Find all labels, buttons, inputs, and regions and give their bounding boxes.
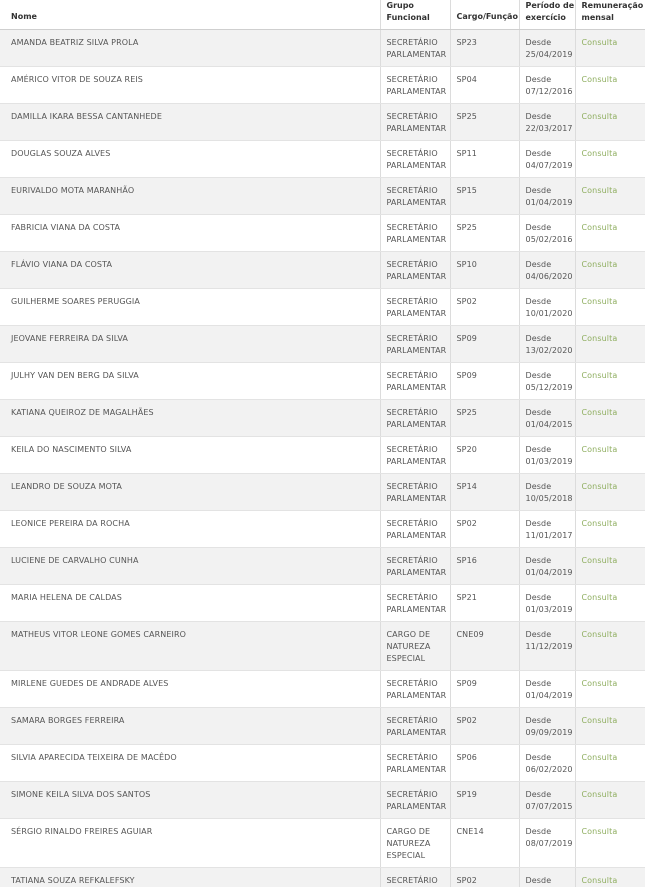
grupo-line: PARLAMENTAR	[386, 420, 447, 429]
periodo-line: Desde	[525, 186, 552, 195]
consulta-link[interactable]: Consulta	[581, 679, 618, 688]
cell-periodo	[519, 708, 575, 745]
table-row	[0, 141, 645, 178]
cell-periodo	[519, 326, 575, 363]
periodo-line: Desde	[525, 556, 552, 565]
periodo-line: Desde	[525, 371, 552, 380]
cell-grupo	[380, 141, 450, 178]
cell-remuneracao	[575, 585, 645, 622]
cell-remuneracao	[575, 141, 645, 178]
consulta-link[interactable]: Consulta	[581, 112, 618, 121]
table-row	[0, 511, 645, 548]
cell-grupo	[380, 671, 450, 708]
cell-periodo	[519, 548, 575, 585]
grupo-line: PARLAMENTAR	[386, 50, 447, 59]
cell-grupo	[380, 400, 450, 437]
periodo-line: 09/09/2019	[525, 728, 573, 737]
cell-nome: MATHEUS VITOR LEONE GOMES CARNEIRO	[0, 622, 380, 671]
cell-nome: DOUGLAS SOUZA ALVES	[0, 141, 380, 178]
cell-cargo: SP09	[450, 671, 519, 708]
consulta-link[interactable]: Consulta	[581, 716, 618, 725]
periodo-line: 01/04/2019	[525, 198, 573, 207]
cell-periodo	[519, 437, 575, 474]
cell-nome: FLÁVIO VIANA DA COSTA	[0, 252, 380, 289]
periodo-line: 05/12/2019	[525, 383, 573, 392]
grupo-line: SECRETÁRIO	[386, 556, 438, 565]
consulta-link[interactable]: Consulta	[581, 38, 618, 47]
cell-grupo	[380, 585, 450, 622]
cell-cargo: SP02	[450, 708, 519, 745]
periodo-line: 10/01/2020	[525, 309, 573, 318]
grupo-line: PARLAMENTAR	[386, 124, 447, 133]
cell-cargo: SP14	[450, 474, 519, 511]
cell-periodo	[519, 363, 575, 400]
table-header	[0, 0, 645, 30]
periodo-line: Desde	[525, 482, 552, 491]
cell-remuneracao	[575, 511, 645, 548]
periodo-line: 04/07/2019	[525, 161, 573, 170]
periodo-line: 01/04/2019	[525, 568, 573, 577]
cell-nome: EURIVALDO MOTA MARANHÃO	[0, 178, 380, 215]
grupo-line: PARLAMENTAR	[386, 272, 447, 281]
header-periodo-line: exercício	[525, 13, 566, 22]
header-grupo-line: Funcional	[386, 13, 430, 22]
cell-grupo	[380, 363, 450, 400]
grupo-line: PARLAMENTAR	[386, 383, 447, 392]
periodo-line: Desde	[525, 827, 552, 836]
header-grupo	[380, 0, 450, 30]
cell-remuneracao	[575, 745, 645, 782]
table-row	[0, 782, 645, 819]
table-row	[0, 104, 645, 141]
cell-periodo	[519, 141, 575, 178]
consulta-link[interactable]: Consulta	[581, 334, 618, 343]
cell-remuneracao	[575, 104, 645, 141]
header-nome: Nome	[0, 0, 380, 30]
periodo-line: Desde	[525, 408, 552, 417]
consulta-link[interactable]: Consulta	[581, 630, 618, 639]
grupo-line: SECRETÁRIO	[386, 223, 438, 232]
table-row	[0, 252, 645, 289]
cell-remuneracao	[575, 215, 645, 252]
grupo-line: SECRETÁRIO	[386, 297, 438, 306]
cell-grupo	[380, 708, 450, 745]
consulta-link[interactable]: Consulta	[581, 790, 618, 799]
grupo-line: NATUREZA	[386, 642, 431, 651]
cell-grupo	[380, 67, 450, 104]
table-row	[0, 289, 645, 326]
periodo-line: Desde	[525, 334, 552, 343]
cell-remuneracao	[575, 400, 645, 437]
consulta-link[interactable]: Consulta	[581, 149, 618, 158]
grupo-line: PARLAMENTAR	[386, 161, 447, 170]
consulta-link[interactable]: Consulta	[581, 827, 618, 836]
cell-cargo: SP15	[450, 178, 519, 215]
periodo-line: Desde	[525, 445, 552, 454]
table-row	[0, 671, 645, 708]
cell-grupo	[380, 474, 450, 511]
consulta-link[interactable]: Consulta	[581, 297, 618, 306]
table-row	[0, 622, 645, 671]
cell-remuneracao	[575, 178, 645, 215]
periodo-line: Desde	[525, 149, 552, 158]
cell-remuneracao	[575, 782, 645, 819]
grupo-line: PARLAMENTAR	[386, 457, 447, 466]
cell-nome: LEANDRO DE SOUZA MOTA	[0, 474, 380, 511]
cell-periodo	[519, 178, 575, 215]
cell-cargo: SP02	[450, 511, 519, 548]
cell-remuneracao	[575, 252, 645, 289]
cell-remuneracao	[575, 474, 645, 511]
cell-cargo: SP23	[450, 30, 519, 67]
table-row	[0, 474, 645, 511]
periodo-line: Desde	[525, 223, 552, 232]
cell-periodo	[519, 104, 575, 141]
grupo-line: NATUREZA	[386, 839, 431, 848]
cell-cargo: SP06	[450, 745, 519, 782]
cell-nome: KATIANA QUEIROZ DE MAGALHÃES	[0, 400, 380, 437]
grupo-line: SECRETÁRIO	[386, 186, 438, 195]
cell-remuneracao	[575, 819, 645, 868]
grupo-line: SECRETÁRIO	[386, 716, 438, 725]
table-row	[0, 30, 645, 67]
cell-cargo: SP16	[450, 548, 519, 585]
cell-periodo	[519, 819, 575, 868]
cell-periodo	[519, 511, 575, 548]
periodo-line: 01/04/2019	[525, 691, 573, 700]
grupo-line: PARLAMENTAR	[386, 494, 447, 503]
grupo-line: SECRETÁRIO	[386, 519, 438, 528]
cell-grupo	[380, 511, 450, 548]
cell-periodo	[519, 474, 575, 511]
cell-grupo	[380, 30, 450, 67]
consulta-link[interactable]: Consulta	[581, 75, 618, 84]
consulta-link[interactable]: Consulta	[581, 260, 618, 269]
grupo-line: SECRETÁRIO	[386, 334, 438, 343]
cell-grupo	[380, 215, 450, 252]
periodo-line: 04/06/2020	[525, 272, 573, 281]
grupo-line: SECRETÁRIO	[386, 75, 438, 84]
table-row	[0, 178, 645, 215]
periodo-line: 25/04/2019	[525, 50, 573, 59]
periodo-line: 01/04/2015	[525, 420, 573, 429]
cell-grupo	[380, 289, 450, 326]
grupo-line: SECRETÁRIO	[386, 260, 438, 269]
periodo-line: 05/02/2016	[525, 235, 573, 244]
periodo-line: Desde	[525, 75, 552, 84]
cell-remuneracao	[575, 363, 645, 400]
grupo-line: CARGO DE	[386, 827, 431, 836]
grupo-line: PARLAMENTAR	[386, 691, 447, 700]
grupo-line: ESPECIAL	[386, 654, 426, 663]
grupo-line: SECRETÁRIO	[386, 679, 438, 688]
header-periodo-line: Período de	[525, 1, 575, 10]
cell-nome: DAMILLA IKARA BESSA CANTANHEDE	[0, 104, 380, 141]
grupo-line: SECRETÁRIO	[386, 876, 438, 885]
table-row	[0, 326, 645, 363]
grupo-line: ESPECIAL	[386, 851, 426, 860]
grupo-line: PARLAMENTAR	[386, 198, 447, 207]
cell-remuneracao	[575, 67, 645, 104]
cell-remuneracao	[575, 708, 645, 745]
periodo-line: Desde	[525, 112, 552, 121]
grupo-line: PARLAMENTAR	[386, 802, 447, 811]
cell-remuneracao	[575, 30, 645, 67]
cell-nome: LUCIENE DE CARVALHO CUNHA	[0, 548, 380, 585]
cell-nome: MIRLENE GUEDES DE ANDRADE ALVES	[0, 671, 380, 708]
cell-cargo: SP25	[450, 400, 519, 437]
header-remuneracao-line: Remuneração	[581, 1, 644, 10]
periodo-line: 11/01/2017	[525, 531, 573, 540]
cell-grupo	[380, 782, 450, 819]
grupo-line: PARLAMENTAR	[386, 568, 447, 577]
consulta-link[interactable]: Consulta	[581, 593, 618, 602]
cell-remuneracao	[575, 622, 645, 671]
cell-remuneracao	[575, 548, 645, 585]
grupo-line: SECRETÁRIO	[386, 38, 438, 47]
cell-cargo: CNE09	[450, 622, 519, 671]
cell-grupo	[380, 326, 450, 363]
cell-cargo: SP09	[450, 326, 519, 363]
cell-nome: JEOVANE FERREIRA DA SILVA	[0, 326, 380, 363]
periodo-line: Desde	[525, 593, 552, 602]
consulta-link[interactable]: Consulta	[581, 556, 618, 565]
header-remuneracao	[575, 0, 645, 30]
periodo-line: Desde	[525, 297, 552, 306]
cell-remuneracao	[575, 868, 645, 888]
table-row	[0, 868, 645, 888]
cell-grupo	[380, 622, 450, 671]
cell-nome: KEILA DO NASCIMENTO SILVA	[0, 437, 380, 474]
cell-grupo	[380, 252, 450, 289]
cell-grupo	[380, 819, 450, 868]
cell-periodo	[519, 782, 575, 819]
consulta-link[interactable]: Consulta	[581, 482, 618, 491]
grupo-line: SECRETÁRIO	[386, 445, 438, 454]
cell-cargo: SP09	[450, 363, 519, 400]
periodo-line: Desde	[525, 630, 552, 639]
periodo-line: 01/03/2019	[525, 457, 573, 466]
cell-grupo	[380, 178, 450, 215]
grupo-line: CARGO DE	[386, 630, 431, 639]
cell-nome: SAMARA BORGES FERREIRA	[0, 708, 380, 745]
grupo-line: PARLAMENTAR	[386, 765, 447, 774]
consulta-link[interactable]: Consulta	[581, 876, 618, 885]
grupo-line: PARLAMENTAR	[386, 605, 447, 614]
cell-cargo: SP11	[450, 141, 519, 178]
cell-grupo	[380, 437, 450, 474]
grupo-line: PARLAMENTAR	[386, 235, 447, 244]
cell-nome: GUILHERME SOARES PERUGGIA	[0, 289, 380, 326]
table-row	[0, 67, 645, 104]
consulta-link[interactable]: Consulta	[581, 371, 618, 380]
cell-nome: FABRICIA VIANA DA COSTA	[0, 215, 380, 252]
cell-nome: SILVIA APARECIDA TEIXEIRA DE MACÊDO	[0, 745, 380, 782]
cell-remuneracao	[575, 326, 645, 363]
periodo-line: 13/02/2020	[525, 346, 573, 355]
cell-remuneracao	[575, 437, 645, 474]
periodo-line: 10/05/2018	[525, 494, 573, 503]
cell-nome: TATIANA SOUZA REFKALEFSKY	[0, 868, 380, 888]
periodo-line: Desde	[525, 753, 552, 762]
grupo-line: PARLAMENTAR	[386, 531, 447, 540]
cell-cargo: SP02	[450, 289, 519, 326]
consulta-link[interactable]: Consulta	[581, 445, 618, 454]
periodo-line: Desde	[525, 679, 552, 688]
cell-periodo	[519, 868, 575, 888]
cell-cargo: SP04	[450, 67, 519, 104]
cell-remuneracao	[575, 289, 645, 326]
cell-periodo	[519, 67, 575, 104]
cell-cargo: SP21	[450, 585, 519, 622]
cell-grupo	[380, 548, 450, 585]
table-row	[0, 548, 645, 585]
header-cargo: Cargo/Função	[450, 0, 519, 30]
header-remuneracao-line: mensal	[581, 13, 614, 22]
periodo-line: 07/12/2016	[525, 87, 573, 96]
periodo-line: 06/02/2020	[525, 765, 573, 774]
cell-grupo	[380, 745, 450, 782]
periodo-line: 22/03/2017	[525, 124, 573, 133]
cell-periodo	[519, 622, 575, 671]
grupo-line: SECRETÁRIO	[386, 593, 438, 602]
grupo-line: SECRETÁRIO	[386, 790, 438, 799]
table-row	[0, 400, 645, 437]
cell-periodo	[519, 671, 575, 708]
cell-cargo: SP20	[450, 437, 519, 474]
cell-grupo	[380, 868, 450, 888]
cell-nome: AMÉRICO VITOR DE SOUZA REIS	[0, 67, 380, 104]
table-row	[0, 819, 645, 868]
cell-periodo	[519, 215, 575, 252]
grupo-line: SECRETÁRIO	[386, 371, 438, 380]
periodo-line: Desde	[525, 38, 552, 47]
cell-periodo	[519, 400, 575, 437]
cell-nome: MARIA HELENA DE CALDAS	[0, 585, 380, 622]
periodo-line: Desde	[525, 790, 552, 799]
grupo-line: PARLAMENTAR	[386, 309, 447, 318]
table-row	[0, 363, 645, 400]
cell-remuneracao	[575, 671, 645, 708]
table-body	[0, 30, 645, 888]
header-periodo	[519, 0, 575, 30]
periodo-line: 11/12/2019	[525, 642, 573, 651]
periodo-line: Desde	[525, 260, 552, 269]
header-grupo-line: Grupo	[386, 1, 414, 10]
grupo-line: SECRETÁRIO	[386, 149, 438, 158]
grupo-line: SECRETÁRIO	[386, 112, 438, 121]
table-row	[0, 437, 645, 474]
cell-nome: SÉRGIO RINALDO FREIRES AGUIAR	[0, 819, 380, 868]
periodo-line: Desde	[525, 876, 552, 885]
cell-periodo	[519, 585, 575, 622]
periodo-line: Desde	[525, 716, 552, 725]
cell-periodo	[519, 30, 575, 67]
cell-nome: AMANDA BEATRIZ SILVA PROLA	[0, 30, 380, 67]
consulta-link[interactable]: Consulta	[581, 519, 618, 528]
consulta-link[interactable]: Consulta	[581, 753, 618, 762]
periodo-line: 08/07/2019	[525, 839, 573, 848]
grupo-line: SECRETÁRIO	[386, 753, 438, 762]
cell-periodo	[519, 745, 575, 782]
cell-cargo: SP25	[450, 215, 519, 252]
cell-grupo	[380, 104, 450, 141]
cell-periodo	[519, 289, 575, 326]
grupo-line: SECRETÁRIO	[386, 408, 438, 417]
cell-nome: SIMONE KEILA SILVA DOS SANTOS	[0, 782, 380, 819]
grupo-line: PARLAMENTAR	[386, 87, 447, 96]
periodo-line: 01/03/2019	[525, 605, 573, 614]
consulta-link[interactable]: Consulta	[581, 223, 618, 232]
cell-cargo: SP19	[450, 782, 519, 819]
cell-nome: JULHY VAN DEN BERG DA SILVA	[0, 363, 380, 400]
table-row	[0, 708, 645, 745]
grupo-line: PARLAMENTAR	[386, 346, 447, 355]
consulta-link[interactable]: Consulta	[581, 408, 618, 417]
table-row	[0, 215, 645, 252]
consulta-link[interactable]: Consulta	[581, 186, 618, 195]
cell-cargo: SP10	[450, 252, 519, 289]
table-row	[0, 745, 645, 782]
cell-cargo: SP02	[450, 868, 519, 888]
table-row	[0, 585, 645, 622]
cell-cargo: SP25	[450, 104, 519, 141]
periodo-line: 07/07/2015	[525, 802, 573, 811]
cell-periodo	[519, 252, 575, 289]
cell-cargo: CNE14	[450, 819, 519, 868]
periodo-line: Desde	[525, 519, 552, 528]
grupo-line: SECRETÁRIO	[386, 482, 438, 491]
grupo-line: PARLAMENTAR	[386, 728, 447, 737]
cell-nome: LEONICE PEREIRA DA ROCHA	[0, 511, 380, 548]
